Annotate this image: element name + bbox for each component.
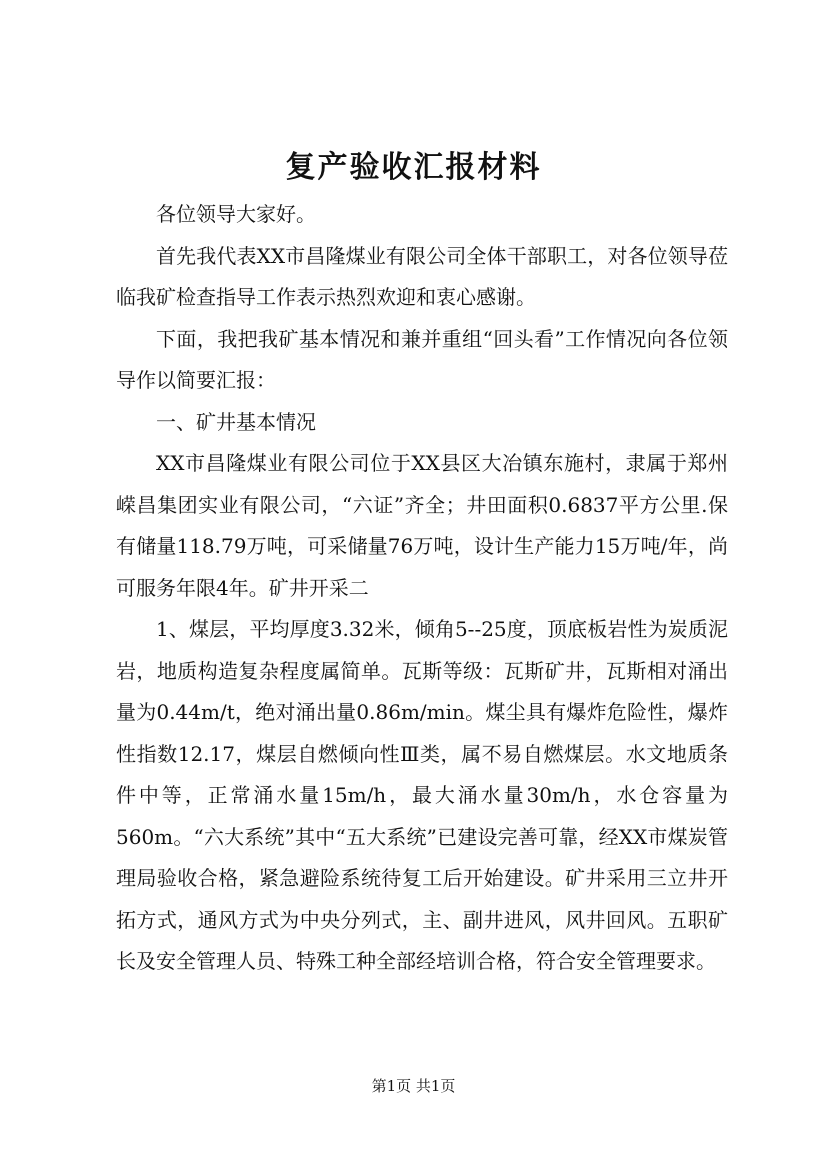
- page-number-footer: 第1页 共1页: [371, 1077, 456, 1095]
- document-body: [116, 194, 728, 983]
- paragraph-introduction: 下面，我把我矿基本情况和兼并重组“回头看”工作情况向各位领导作以简要汇报：: [116, 326, 728, 392]
- paragraph-mine-location: XX市昌隆煤业有限公司位于XX县区大冶镇东施村，隶属于郑州嵘昌集团实业有限公司，“六证”齐全；井田面积0.6837平方公里.保有储量118.79万吨，可采储量76万吨，设计生产能力15万吨/年，尚可服务年限4年。矿井开采二: [116, 451, 728, 600]
- section-heading-mine-overview: 一、矿井基本情况: [156, 409, 316, 434]
- paragraph-greeting: 各位领导大家好。: [156, 202, 316, 226]
- document-title: 复产验收汇报材料: [285, 150, 542, 185]
- paragraph-mine-details: 1、煤层，平均厚度3.32米，倾角5--25度，顶底板岩性为炭质泥岩，地质构造复杂程度属简单。瓦斯等级：瓦斯矿井，瓦斯相对涌出量为0.44m/t，绝对涌出量0.86m/min。煤尘具有爆炸危险性，爆炸性指数12.17，煤层自燃倾向性Ⅲ类，属不易自燃煤层。水文地质条件中等，正常涌水量15m/h，最大涌水量30m/h，水仓容量为560m。“六大系统”其中“五大系统”已建设完善可靠，经XX市煤炭管理局验收合格，紧急避险系统待复工后开始建设。矿井采用三立井开拓方式，通风方式为中央分列式，主、副井进风，风井回风。五职矿长及安全管理人员、特殊工种全部经培训合格，符合安全管理要求。: [116, 617, 728, 973]
- paragraph-welcome: 首先我代表XX市昌隆煤业有限公司全体干部职工，对各位领导莅临我矿检查指导工作表示热烈欢迎和衷心感谢。: [116, 243, 728, 309]
